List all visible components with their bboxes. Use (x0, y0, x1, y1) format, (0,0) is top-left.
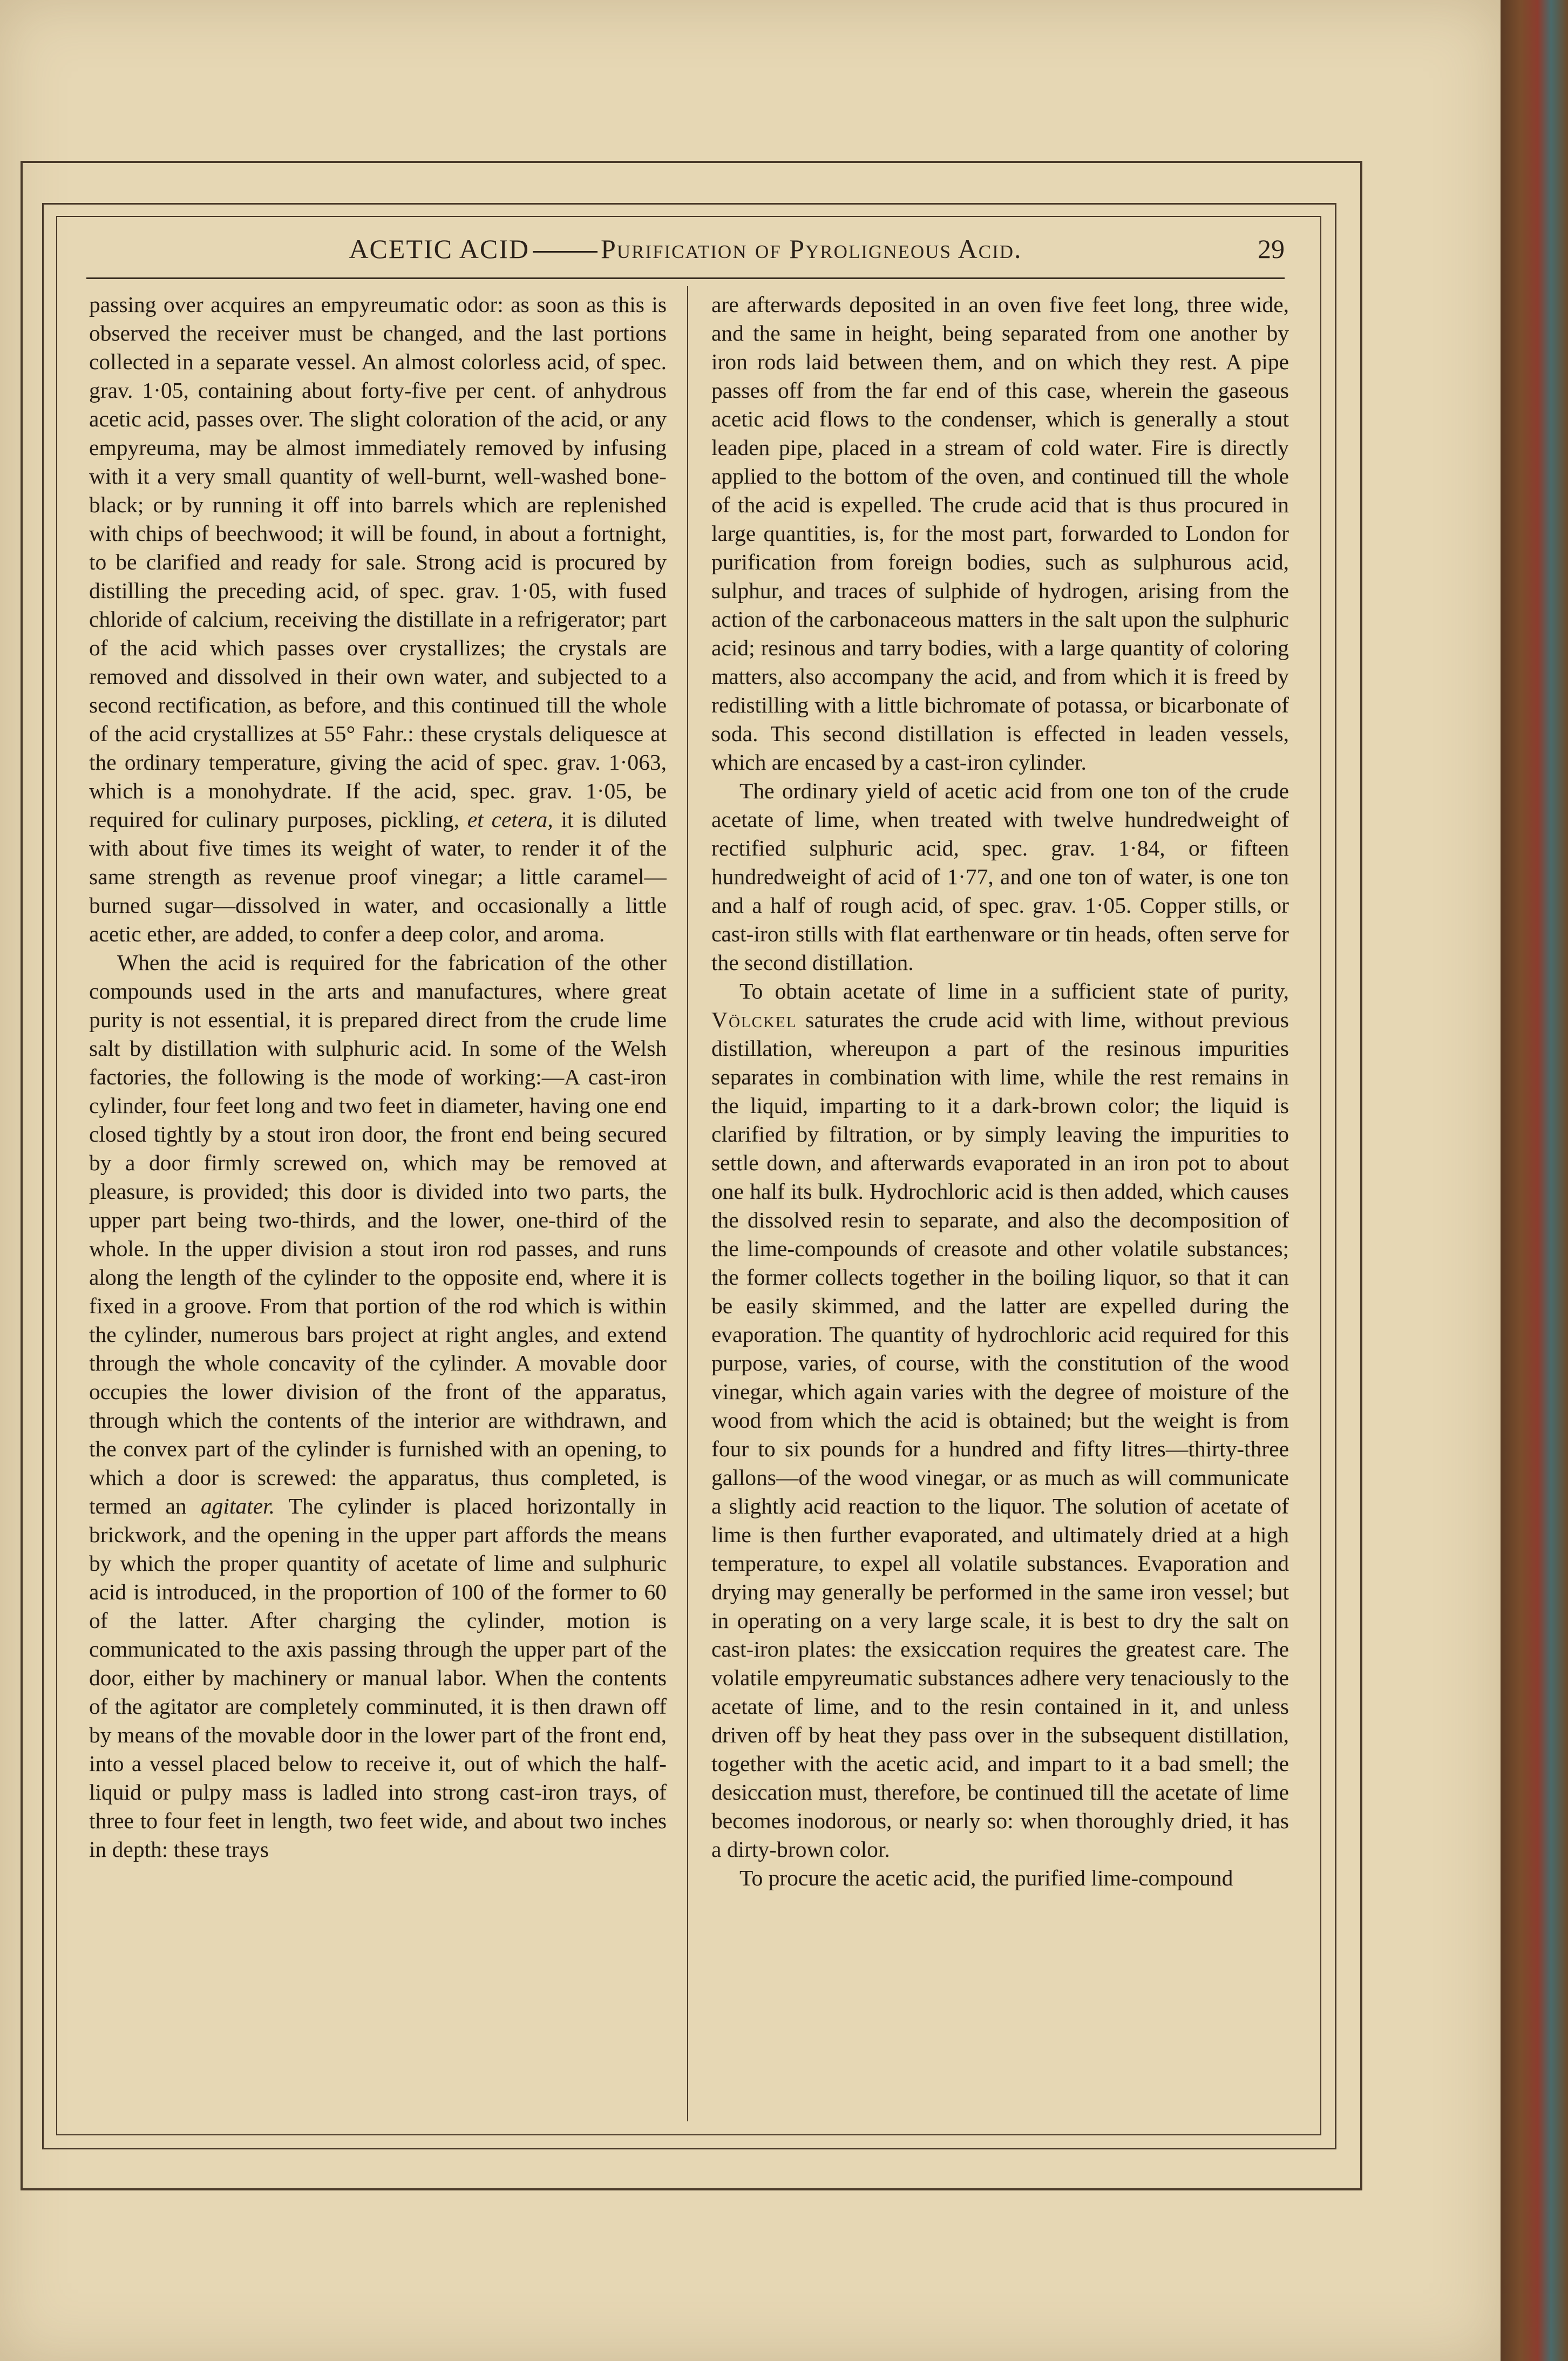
page-number: 29 (1258, 234, 1285, 264)
paragraph: To procure the acetic acid, the purified lime-compound (739, 1865, 1233, 1890)
italic-text: agitater. (200, 1494, 275, 1518)
paragraph (89, 290, 667, 948)
paragraph (89, 948, 667, 1864)
paragraph-text: it is diluted with about five times its weight of water, to render it of the same strength as revenue proof vinegar; a little caramel—burned sugar—dissolved in water, and occasionally a little acetic ether, are added, to confer a deep color, and aroma. (89, 807, 667, 946)
author-name: Völckel (711, 1007, 797, 1032)
paragraph: The ordinary yield of acetic acid from one ton of the crude acetate of lime, when treated with twelve hundredweight of rectified sulphuric acid, spec. grav. 1·84, or fifteen hundredweight of acid of 1·77, and one ton of water, is one ton and a half of rough acid, of spec. grav. 1·05. Copper stills, or cast-iron stills with flat earthenware or tin heads, often serve for the second distillation. (711, 778, 1289, 975)
italic-text: et cetera, (467, 807, 553, 832)
header-rule (86, 277, 1285, 279)
paragraph-text: passing over acquires an empyreumatic odor: as soon as this is observed the receiver must be changed, and the last portions collected in a separate vessel. An almost colorless acid, of spec. grav. 1·05, containing about forty-five per cent. of anhydrous acetic acid, passes over. The slight coloration of the acid, or any empyreuma, may be almost immediately removed by infusing with it a very small quantity of well-burnt, well-washed bone-black; or by running it off into barrels which are replenished with chips of beechwood; it will be found, in about a fortnight, to be clarified and ready for sale. Strong acid is procured by distilling the preceding acid, of spec. grav. 1·05, with fused chloride of calcium, receiving the distillate in a refrigerator; part of the acid which passes over crystallizes; the crystals are removed and dissolved in their own water, and subjected to a second rectification, as before, and this continued till the whole of the acid crystallizes at 55° Fahr.: these crystals deliquesce at the ordinary temperature, giving the acid of spec. grav. 1·063, which is a monohydrate. If the acid, spec. grav. 1·05, be required for culinary purposes, pickling, (89, 292, 667, 832)
column-divider (687, 286, 688, 2121)
paragraph-text: The cylinder is placed horizontally in brickwork, and the opening in the upper part affords the means by which the proper quantity of acetate of lime and sulphuric acid is introduced, in the proportion of 100 of the former to 60 of the latter. After charging the cylinder, motion is communicated to the axis passing through the upper part of the door, either by machinery or manual labor. When the contents of the agitator are completely comminuted, it is then drawn off by means of the movable door in the lower part of the front end, into a vessel placed below to receive it, out of which the half-liquid or pulpy mass is ladled into strong cast-iron trays, of three to four feet in length, two feet wide, and about two inches in depth: these trays (89, 1494, 667, 1862)
page-header (86, 233, 1285, 276)
header-dash (533, 251, 598, 253)
paragraph: are afterwards deposited in an oven five feet long, three wide, and the same in height, being separated from one another by iron rods laid between them, and on which they rest. A pipe passes off from the far end of this case, wherein the gaseous acetic acid flows to the condenser, which is generally a stout leaden pipe, placed in a stream of cold water. Fire is directly applied to the bottom of the oven, and continued till the whole of the acid is expelled. The crude acid that is thus procured in large quantities, is, for the most part, forwarded to London for purification from foreign bodies, such as sulphurous acid, sulphur, and traces of sulphide of hydrogen, arising from the action of the carbonaceous matters in the salt upon the sulphuric acid; resinous and tarry bodies, with a large quantity of coloring matters, also accompany the acid, and from which it is freed by redistilling with a little bichromate of potassa, or bicarbonate of soda. This second distillation is effected in leaden vessels, which are encased by a cast-iron cylinder. (711, 292, 1289, 775)
running-subtitle: Purification of Pyroligneous Acid. (600, 234, 1022, 264)
right-column (711, 290, 1289, 2115)
paragraph (711, 977, 1289, 1864)
running-head (86, 233, 1285, 264)
paragraph-text: When the acid is required for the fabrication of the other compounds used in the arts and manufactures, where great purity is not essential, it is prepared direct from the crude lime salt by distillation with sulphuric acid. In some of the Welsh factories, the following is the mode of working:—A cast-iron cylinder, four feet long and two feet in diameter, having one end closed tightly by a stout iron door, the front end being secured by a door firmly screwed on, which may be removed at pleasure, is provided; this door is divided into two parts, the upper part being two-thirds, and the lower, one-third of the whole. In the upper division a stout iron rod passes, and runs along the length of the cylinder to the opposite end, where it is fixed in a groove. From that portion of the rod which is within the cylinder, numerous bars project at right angles, and extend through the whole concavity of the cylinder. A movable door occupies the lower division of the front of the apparatus, through which the contents of the interior are withdrawn, and the convex part of the cylinder is furnished with an opening, to which a door is screwed: the apparatus, thus completed, is termed an (89, 950, 667, 1518)
paragraph-text: saturates the crude acid with lime, without previous distillation, whereupon a part of the resinous impurities separates in combination with lime, while the rest remains in the liquid, imparting to it a dark-brown color; the liquid is clarified by filtration, or by simply leaving the impurities to settle down, and afterwards evaporated in an iron pot to about one half its bulk. Hydrochloric acid is then added, which causes the dissolved resin to separate, and also the decomposition of the lime-compounds of creasote and other volatile substances; the former collects together in the boiling liquor, so that it can be easily skimmed, and the latter are expelled during the evaporation. The quantity of hydrochloric acid required for this purpose, varies, of course, with the constitution of the wood vinegar, which again varies with the degree of moisture of the wood from which the acid is obtained; but the weight is from four to six pounds for a hundred and fifty litres—thirty-three gallons—of the wood vinegar, or as much as will communicate a slightly acid reaction to the liquor. The solution of acetate of lime is then further evaporated, and ultimately dried at a high temperature, to expel all volatile substances. Evaporation and drying may generally be performed in the same iron vessel; but in operating on a very large scale, it is best to dry the salt on cast-iron plates: the exsiccation requires the greatest care. The volatile empyreumatic substances adhere very tenaciously to the acetate of lime, and to the resin contained in it, and unless driven off by heat they pass over in the subsequent distillation, together with the acetic acid, and impart to it a bad smell; the desiccation must, therefore, be continued till the acetate of lime becomes inodorous, or nearly so: when thoroughly dried, it has a dirty-brown color. (711, 1007, 1289, 1862)
left-column (89, 290, 667, 2115)
book-spine-edge (1501, 0, 1568, 2361)
paragraph-text: To obtain acetate of lime in a sufficient state of purity, (739, 979, 1289, 1003)
running-title: ACETIC ACID (349, 234, 530, 264)
